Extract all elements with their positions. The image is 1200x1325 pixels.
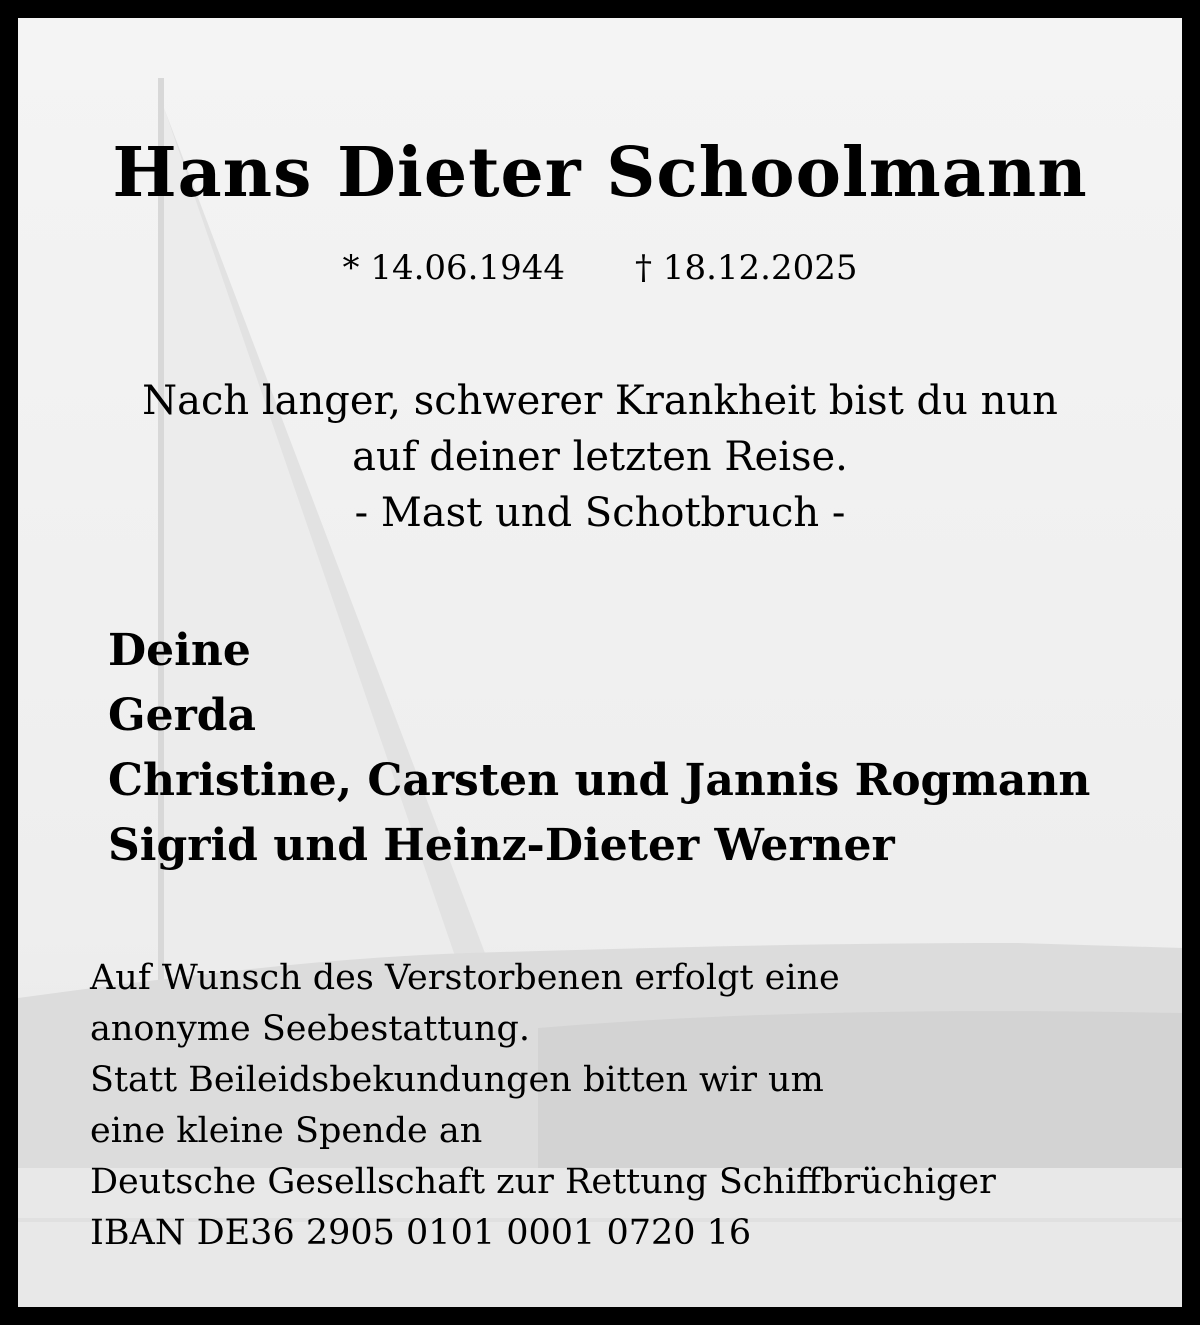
mourner-line: Gerda — [108, 690, 257, 741]
verse-line: auf deiner letzten Reise. — [352, 434, 848, 480]
verse-line: Nach langer, schwerer Krankheit bist du nun — [142, 378, 1058, 424]
birth-date: * 14.06.1944 — [342, 248, 565, 288]
iban: IBAN DE36 2905 0101 0001 0720 16 — [90, 1213, 752, 1253]
life-dates — [18, 248, 1182, 288]
mourner-line: Christine, Carsten und Jannis Rogmann — [108, 755, 1091, 806]
notice-line: Auf Wunsch des Verstorbenen erfolgt eine — [90, 958, 840, 998]
notice-line: Statt Beileidsbekundungen bitten wir um — [90, 1060, 824, 1100]
verse-line: - Mast und Schotbruch - — [354, 490, 846, 536]
deceased-name: Hans Dieter Schoolmann — [112, 133, 1088, 213]
notice-line: eine kleine Spende an — [90, 1111, 483, 1151]
notice-line: anonyme Seebestattung. — [90, 1009, 530, 1049]
mourner-line: Sigrid und Heinz-Dieter Werner — [108, 820, 895, 871]
death-date: † 18.12.2025 — [635, 248, 858, 288]
mourners-list — [108, 618, 1090, 878]
memorial-verse — [18, 373, 1182, 541]
charity-name: Deutsche Gesellschaft zur Rettung Schiffbrüchiger — [90, 1162, 996, 1202]
mourner-line: Deine — [108, 625, 251, 676]
funeral-notice — [90, 953, 996, 1259]
